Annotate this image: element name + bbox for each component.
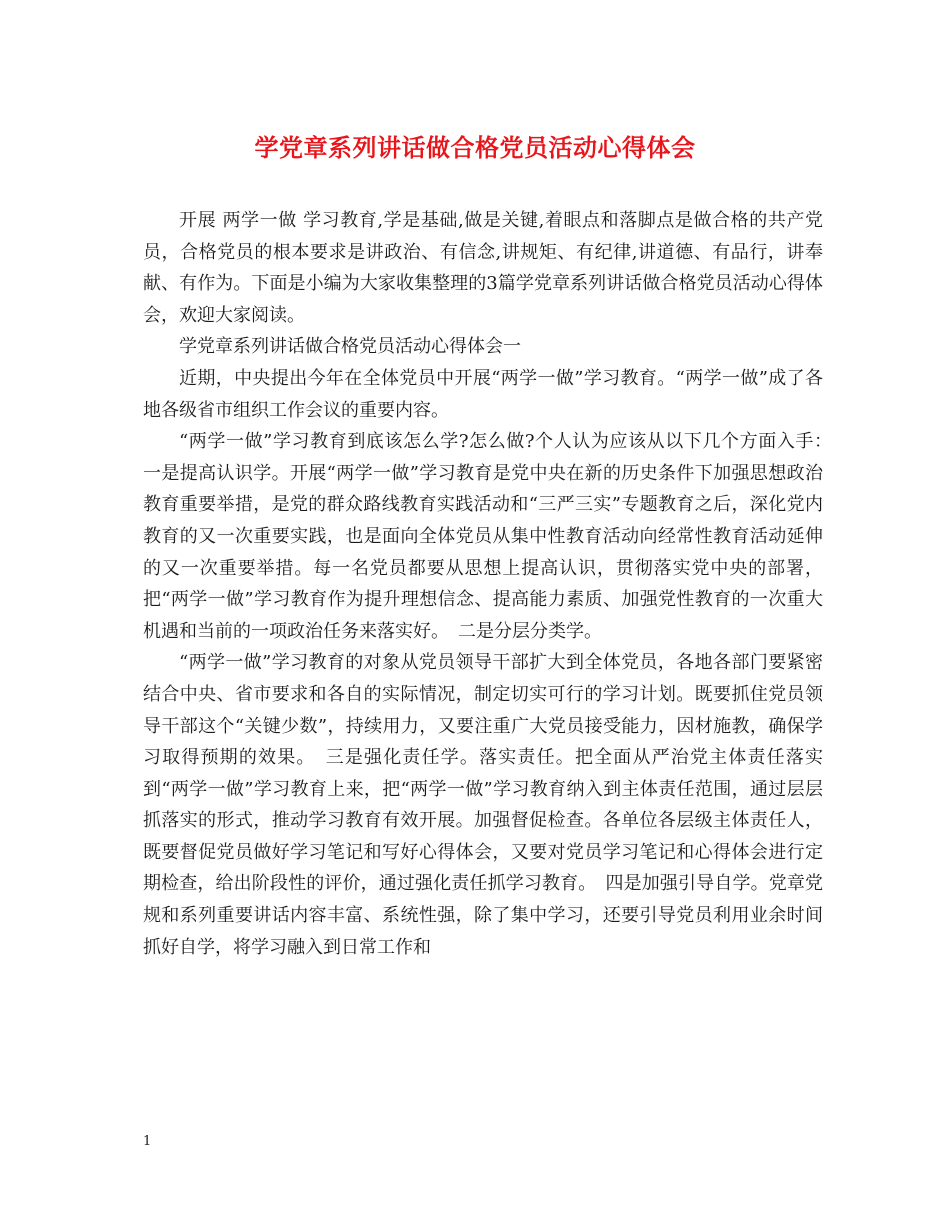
paragraph-2: “两学一做”学习教育到底该怎么学?怎么做?个人认为应该从以下几个方面入手： 一是提高认识学。开展“两学一做”学习教育是党中央在新的历史条件下加强思想政治教育重要举措，是党的群众路线教育实践活动和“三严三实”专题教育之后，深化党内教育的又一次重要实践，也是面向全体党员从集中性教育活动向经常性教育活动延伸的又一次重要举措。每一名党员都要从思想上提高认识，贯彻落实党中央的部署，把“两学一做”学习教育作为提升理想信念、提高能力素质、加强党性教育的一次重大机遇和当前的一项政治任务来落实好。 二是分层分类学。	[143, 431, 841, 642]
paragraph-subtitle: 学党章系列讲话做合格党员活动心得体会一	[179, 336, 521, 358]
document-body	[143, 205, 841, 963]
page-number: 1	[143, 1134, 152, 1149]
document-title: 学党章系列讲话做合格党员活动心得体会	[254, 133, 696, 162]
paragraph-intro: 开展 两学一做 学习教育,学是基础,做是关键,着眼点和落脚点是做合格的共产党员，合格党员的根本要求是讲政治、有信念,讲规矩、有纪律,讲道德、有品行，讲奉献、有作为。下面是小编为大家收集整理的3篇学党章系列讲话做合格党员活动心得体会，欢迎大家阅读。	[143, 210, 823, 326]
paragraph-1: 近期，中央提出今年在全体党员中开展“两学一做”学习教育。“两学一做”成了各地各级省市组织工作会议的重要内容。	[143, 367, 823, 421]
paragraph-3: “两学一做”学习教育的对象从党员领导干部扩大到全体党员，各地各部门要紧密结合中央、省市要求和各自的实际情况，制定切实可行的学习计划。既要抓住党员领导干部这个“关键少数”，持续用力，又要注重广大党员接受能力，因材施教，确保学习取得预期的效果。 三是强化责任学。落实责任。把全面从严治党主体责任落实到“两学一做”学习教育上来，把“两学一做”学习教育纳入到主体责任范围，通过层层抓落实的形式，推动学习教育有效开展。加强督促检查。各单位各层级主体责任人，既要督促党员做好学习笔记和写好心得体会，又要对党员学习笔记和心得体会进行定期检查，给出阶段性的评价，通过强化责任抓学习教育。 四是加强引导自学。党章党规和系列重要讲话内容丰富、系统性强，除了集中学习，还要引导党员利用业余时间抓好自学，将学习融入到日常工作和	[143, 652, 823, 958]
